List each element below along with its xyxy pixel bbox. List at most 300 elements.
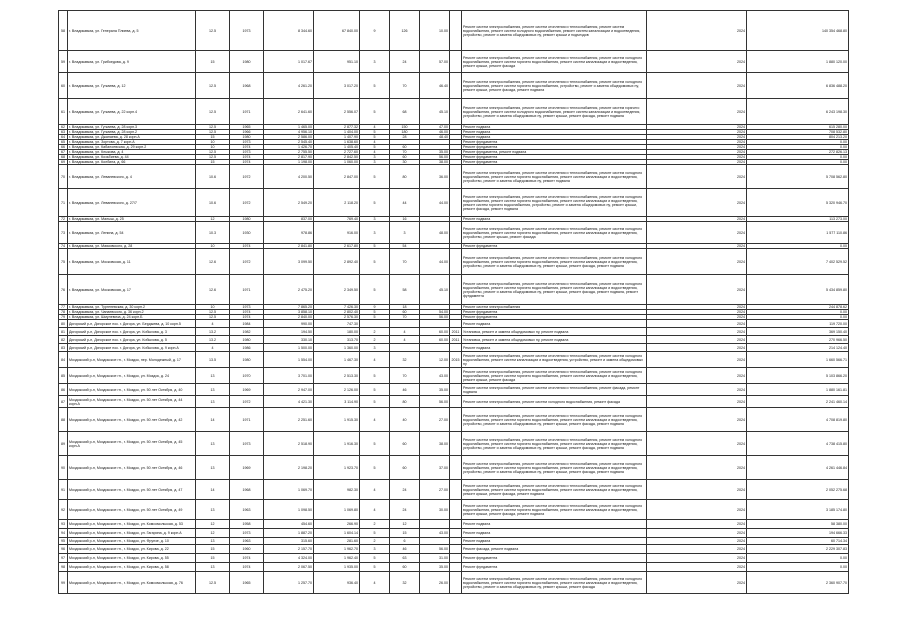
floors-count-cell bbox=[360, 320, 390, 328]
living-area-cell: 916.00 bbox=[314, 222, 360, 244]
living-area-cell: 180.00 bbox=[314, 328, 360, 336]
last-repair-cell bbox=[450, 408, 462, 432]
cost-cell: 119 720.00 bbox=[747, 320, 849, 328]
table-row bbox=[59, 529, 849, 538]
living-area-cell: 2 847.00 bbox=[314, 165, 360, 189]
build-year-cell: 1974 bbox=[230, 244, 264, 249]
plan-year-cell: 2024 bbox=[647, 336, 747, 344]
work-list-cell: Ремонт фундамента bbox=[462, 554, 647, 563]
plan-year-cell: 2024 bbox=[647, 11, 747, 51]
table-row bbox=[59, 99, 849, 125]
table-row bbox=[59, 456, 849, 480]
row-number: 81 bbox=[59, 328, 68, 336]
wear-cell: 38.00 bbox=[420, 432, 450, 456]
last-repair-cell bbox=[450, 51, 462, 73]
address-cell: Моздокский р-н, Моздокское гп., г. Моздок, ул. 50 лет Октября, д. 47 bbox=[68, 480, 196, 500]
cost-cell: 6 836 488.20 bbox=[747, 73, 849, 99]
wear-cell: 60.00 bbox=[420, 328, 450, 336]
floor-cell: 12 bbox=[196, 529, 230, 538]
residents-cell: 80 bbox=[390, 165, 420, 189]
address-cell: Дигорский р-н, Дигорское пос. г. Дигора, ул. Кобыхова, д. 3 bbox=[68, 328, 196, 336]
floor-cell: 10 bbox=[196, 305, 230, 310]
wear-cell: 46.00 bbox=[420, 130, 450, 135]
wear-cell bbox=[420, 320, 450, 328]
living-area-cell: 747.30 bbox=[314, 320, 360, 328]
total-area-cell: 990.00 bbox=[264, 320, 314, 328]
table-row bbox=[59, 352, 849, 368]
row-number: 58 bbox=[59, 11, 68, 51]
build-year-cell: 1960 bbox=[230, 545, 264, 554]
work-list-cell: Ремонт систем электроснабжения, ремонт систем отопления и теплоснабжения, ремонт систем холодного водоснабжения, ремонт систем горячего водоснабжения, ремонт систем канализации и водоотведения, ремонт крыши, ремонт фасада, ремонт подвала bbox=[462, 500, 647, 520]
build-year-cell: 1972 bbox=[230, 249, 264, 275]
table-row bbox=[59, 165, 849, 189]
total-area-cell: 2 157.70 bbox=[264, 545, 314, 554]
last-repair-cell bbox=[450, 554, 462, 563]
last-repair-cell bbox=[450, 344, 462, 352]
build-year-cell: 1974 bbox=[230, 145, 264, 150]
table-row bbox=[59, 73, 849, 99]
work-list-cell: Ремонт подвала bbox=[462, 520, 647, 529]
work-list-cell: Ремонт систем электроснабжения, ремонт систем отопления и теплоснабжения, ремонт систем горячего водоснабжения, ремонт систем холодного водоснабжения, ремонт систем канализации и водоотведения, устройство, ремонт и замена общедомовых пу, ремонт крыши, ремонт фасада, ремонт подвала bbox=[462, 99, 647, 125]
total-area-cell: 1 017.67 bbox=[264, 51, 314, 73]
address-cell: г. Владикавказ, ул. Генерала Плиева, д. 5 bbox=[68, 11, 196, 51]
total-area-cell: 1 554.00 bbox=[264, 352, 314, 368]
address-cell: г. Владикавказ, ул. Колбина, д. 66 bbox=[68, 160, 196, 165]
work-list-cell: Ремонт систем электроснабжения, ремонт систем отопления и теплоснабжения, ремонт систем холодного водоснабжения, ремонт систем горячего водоснабжения, ремонт систем канализации и водоотведения, устройство, ремонт и замена общедомовых пу, ремонт крыши, ремонт фасада bbox=[462, 572, 647, 594]
address-cell: Дигорский р-н, Дигорское пос. г. Дигора, ул. Кобыхова, д. 5 bbox=[68, 336, 196, 344]
plan-year-cell: 2024 bbox=[647, 155, 747, 160]
last-repair-cell bbox=[450, 396, 462, 408]
cost-cell: 369 150.40 bbox=[747, 328, 849, 336]
table-row bbox=[59, 520, 849, 529]
address-cell: г. Владикавказ, ул. Гугкаева, д. 28 корп.2 bbox=[68, 130, 196, 135]
wear-cell: 37.00 bbox=[420, 456, 450, 480]
wear-cell: 44.00 bbox=[420, 189, 450, 217]
cost-cell: 0.00 bbox=[747, 244, 849, 249]
work-list-cell: Ремонт систем электроснабжения, ремонт систем отопления и теплоснабжения, ремонт фасада, ремонт подвала bbox=[462, 384, 647, 396]
cost-cell: 804 213.20 bbox=[747, 135, 849, 140]
residents-cell: 24 bbox=[390, 500, 420, 520]
cost-cell: 5 320 946.70 bbox=[747, 189, 849, 217]
floor-cell: 15 bbox=[196, 135, 230, 140]
plan-year-cell: 2024 bbox=[647, 520, 747, 529]
plan-year-cell: 2024 bbox=[647, 554, 747, 563]
wear-cell: 60.00 bbox=[420, 336, 450, 344]
total-area-cell: 2 518.90 bbox=[264, 432, 314, 456]
plan-year-cell: 2024 bbox=[647, 408, 747, 432]
work-list-cell: Ремонт подвала bbox=[462, 135, 647, 140]
address-cell: г. Владикавказ, ул. Малыш, д. 25 bbox=[68, 217, 196, 222]
build-year-cell: 1972 bbox=[230, 396, 264, 408]
build-year-cell: 1971 bbox=[230, 408, 264, 432]
work-list-cell: Ремонт подвала bbox=[462, 344, 647, 352]
floors-count-cell: 3 bbox=[360, 344, 390, 352]
work-list-cell: Ремонт фундамента bbox=[462, 310, 647, 315]
residents-cell: 28 bbox=[390, 135, 420, 140]
work-list-cell: Ремонт систем электроснабжения, ремонт систем отопления и теплоснабжения, ремонт систем холодного водоснабжения, ремонт систем горячего водоснабжения, ремонт систем канализации и водоотведения, устройство, ремонт и замена общедомовых пу, ремонт крыши, ремонт фасада, ремонт подвала bbox=[462, 456, 647, 480]
total-area-cell: 454.60 bbox=[264, 520, 314, 529]
cost-cell: 615 280.00 bbox=[747, 125, 849, 130]
floors-count-cell: 5 bbox=[360, 396, 390, 408]
work-list-cell: Ремонт подвала bbox=[462, 130, 647, 135]
plan-year-cell: 2024 bbox=[647, 310, 747, 315]
work-list-cell: Ремонт систем электроснабжения, ремонт систем отопления и теплоснабжения, ремонт систем холодного водоснабжения, ремонт систем горячего водоснабжения, ремонт систем канализации и водоотведения, ремонт крыши, ремонт фасада, ремонт подвала bbox=[462, 480, 647, 500]
floors-count-cell: 5 bbox=[360, 275, 390, 305]
row-number: 89 bbox=[59, 432, 68, 456]
address-cell: Моздокский р-н, Моздокское гп., г. Моздок, ул. Кирова, д. 55 bbox=[68, 554, 196, 563]
work-list-cell: Ремонт подвала bbox=[462, 529, 647, 538]
plan-year-cell: 2024 bbox=[647, 73, 747, 99]
wear-cell bbox=[420, 538, 450, 545]
address-cell: Моздокский р-н, Моздокское гп., г. Моздок, ул. Моздок, д. 24 bbox=[68, 368, 196, 384]
floors-count-cell: 3 bbox=[360, 160, 390, 165]
floors-count-cell: 5 bbox=[360, 554, 390, 563]
document-page bbox=[58, 10, 848, 592]
plan-year-cell: 2024 bbox=[647, 130, 747, 135]
build-year-cell: 1969 bbox=[230, 384, 264, 396]
total-area-cell: 1 500.00 bbox=[264, 344, 314, 352]
residents-cell: 60 bbox=[390, 145, 420, 150]
floors-count-cell: 4 bbox=[360, 572, 390, 594]
plan-year-cell: 2024 bbox=[647, 500, 747, 520]
residents-cell: 60 bbox=[390, 563, 420, 572]
wear-cell: 45.10 bbox=[420, 99, 450, 125]
residents-cell: 6 bbox=[390, 538, 420, 545]
build-year-cell: 1980 bbox=[230, 336, 264, 344]
work-list-cell: Ремонт фундамента, ремонт подвала bbox=[462, 150, 647, 155]
floor-cell: 10 bbox=[196, 140, 230, 145]
table-row bbox=[59, 328, 849, 336]
last-repair-cell bbox=[450, 545, 462, 554]
last-repair-cell bbox=[450, 520, 462, 529]
living-area-cell: 1 069.80 bbox=[314, 500, 360, 520]
table-row bbox=[59, 336, 849, 344]
work-list-cell: Ремонт систем электроснабжения, ремонт систем отопления и теплоснабжения, ремонт систем холодного водоснабжения, ремонт систем горячего водоснабжения, ремонт систем канализации и водоотведения, устройство, ремонт и замена общедомовых пу, ремонт крыши, ремонт фасада, ремонт подвала, ремонт фундамента bbox=[462, 275, 647, 305]
floor-cell: 12.5 bbox=[196, 125, 230, 130]
address-cell: г. Владикавказ, ул. Ленина, д. 54 bbox=[68, 222, 196, 244]
address-cell: Дигорский р-н, Дигорское пос. г. Дигора, ул. Кобыхова, д. 9 корп.А bbox=[68, 344, 196, 352]
last-repair-cell bbox=[450, 73, 462, 99]
table-row bbox=[59, 408, 849, 432]
wear-cell: 12.00 bbox=[420, 352, 450, 368]
cost-cell: 58 380.00 bbox=[747, 520, 849, 529]
work-list-cell: Ремонт подвала bbox=[462, 217, 647, 222]
last-repair-cell bbox=[450, 432, 462, 456]
residents-cell: 16 bbox=[390, 217, 420, 222]
row-number: 64 bbox=[59, 135, 68, 140]
build-year-cell: 1968 bbox=[230, 480, 264, 500]
address-cell: г. Владикавказ, ул. Шмулевича, д. 24 корп.Б bbox=[68, 315, 196, 320]
build-year-cell: 1980 bbox=[230, 217, 264, 222]
row-number: 73 bbox=[59, 222, 68, 244]
floor-cell: 13 bbox=[196, 396, 230, 408]
residents-cell: 4 bbox=[390, 328, 420, 336]
total-area-cell: 1 198.00 bbox=[264, 160, 314, 165]
floors-count-cell: 5 bbox=[360, 315, 390, 320]
address-cell: г. Владикавказ, ул. Клыкова, д. 4 bbox=[68, 150, 196, 155]
build-year-cell: 1973 bbox=[230, 305, 264, 310]
floors-count-cell: 5 bbox=[360, 165, 390, 189]
wear-cell: 35.00 bbox=[420, 150, 450, 155]
living-area-cell: 1 915.30 bbox=[314, 408, 360, 432]
address-cell: г. Владикавказ, ул. Джанаева, д. 28 корп.А bbox=[68, 135, 196, 140]
plan-year-cell: 2024 bbox=[647, 99, 747, 125]
cost-cell: 0.00 bbox=[747, 315, 849, 320]
floors-count-cell: 5 bbox=[360, 99, 390, 125]
residents-cell: 60 bbox=[390, 310, 420, 315]
build-year-cell: 1973 bbox=[230, 150, 264, 155]
floors-count-cell: 5 bbox=[360, 73, 390, 99]
address-cell: Моздокский р-н, Моздокское гп., г. Моздок, ул. 50 лет Октября, д. 40 bbox=[68, 384, 196, 396]
wear-cell: 45.10 bbox=[420, 275, 450, 305]
address-cell: г. Владикавказ, ул. Кабалоевская, д. 29 корп.2 bbox=[68, 145, 196, 150]
living-area-cell: 2 576.30 bbox=[314, 315, 360, 320]
cost-cell: 1 880 161.81 bbox=[747, 384, 849, 396]
cost-cell: 0.00 bbox=[747, 310, 849, 315]
plan-year-cell: 2024 bbox=[647, 545, 747, 554]
floors-count-cell: 9 bbox=[360, 11, 390, 51]
floors-count-cell: 5 bbox=[360, 135, 390, 140]
plan-year-cell: 2024 bbox=[647, 165, 747, 189]
plan-year-cell: 2024 bbox=[647, 352, 747, 368]
residents-cell: 4 bbox=[390, 336, 420, 344]
total-area-cell: 2 755.50 bbox=[264, 150, 314, 155]
address-cell: г. Владикавказ, ул. Грибоедова, д. 9 bbox=[68, 51, 196, 73]
residents-cell: 24 bbox=[390, 480, 420, 500]
work-list-cell: Ремонт систем электроснабжения, ремонт систем отопления и теплоснабжения, ремонт систем водоснабжения, ремонт систем холодного водоснабжения, ремонт систем канализации и водоотведения, устройство, ремонт и замена общедомовых пу, ремонт крыши и подъездов bbox=[462, 11, 647, 51]
table-row bbox=[59, 432, 849, 456]
table-row bbox=[59, 320, 849, 328]
build-year-cell: 1984 bbox=[230, 320, 264, 328]
residents-cell: 30 bbox=[390, 160, 420, 165]
row-number: 60 bbox=[59, 73, 68, 99]
wear-cell: 26.00 bbox=[420, 572, 450, 594]
floors-count-cell: 5 bbox=[360, 130, 390, 135]
living-area-cell: 2 126.00 bbox=[314, 384, 360, 396]
living-area-cell: 2 118.20 bbox=[314, 189, 360, 217]
build-year-cell: 1974 bbox=[230, 315, 264, 320]
row-number: 76 bbox=[59, 275, 68, 305]
floor-cell: 10.6 bbox=[196, 189, 230, 217]
wear-cell: 56.00 bbox=[420, 155, 450, 160]
total-area-cell: 1 426.70 bbox=[264, 145, 314, 150]
address-cell: г. Владикавказ, ул. Гугкаева, д. 28 корп.3 bbox=[68, 125, 196, 130]
row-number: 61 bbox=[59, 99, 68, 125]
living-area-cell: 2 617.80 bbox=[314, 244, 360, 249]
table-body bbox=[59, 11, 849, 594]
row-number: 80 bbox=[59, 320, 68, 328]
living-area-cell: 313.70 bbox=[314, 336, 360, 344]
residents-cell: 60 bbox=[390, 456, 420, 480]
total-area-cell: 2 475.20 bbox=[264, 275, 314, 305]
address-cell: г. Владикавказ, ул. Маяковского, д. 28 bbox=[68, 244, 196, 249]
floor-cell: 10 bbox=[196, 145, 230, 150]
floor-cell: 12.5 bbox=[196, 11, 230, 51]
row-number: 82 bbox=[59, 336, 68, 344]
address-cell: г. Владикавказ, ул. Гугкаева, д. 22 корп.4 bbox=[68, 99, 196, 125]
row-number: 91 bbox=[59, 480, 68, 500]
table-row bbox=[59, 538, 849, 545]
living-area-cell: 1 060.00 bbox=[314, 160, 360, 165]
floor-cell: 12.5 bbox=[196, 150, 230, 155]
last-repair-cell bbox=[450, 529, 462, 538]
total-area-cell: 1 465.00 bbox=[264, 125, 314, 130]
total-area-cell: 330.10 bbox=[264, 336, 314, 344]
floor-cell: 15 bbox=[196, 545, 230, 554]
work-list-cell: Ремонт систем электроснабжения, ремонт систем отопления и теплоснабжения, ремонт систем холодного водоснабжения, ремонт систем горячего водоснабжения, ремонт систем канализации и водоотведения, устройство, ремонт и замена общедомовых пу, ремонт крыши, ремонт фасада, ремонт подвала bbox=[462, 249, 647, 275]
address-cell: Моздокский р-н, Моздокское гп., г. Моздок, ул. Гагарина, д. 9 корп.А bbox=[68, 529, 196, 538]
floors-count-cell: 5 bbox=[360, 529, 390, 538]
last-repair-cell bbox=[450, 99, 462, 125]
work-list-cell: Ремонт систем электроснабжения, ремонт систем отопления и теплоснабжения, ремонт систем холодного водоснабжения, ремонт систем горячего водоснабжения, ремонт систем канализации и водоотведения, устройство, ремонт и замена общедомовых пу, ремонт крыши, ремонт фасада, ремонт подвала bbox=[462, 432, 647, 456]
cost-cell: 113 273.00 bbox=[747, 217, 849, 222]
residents-cell: 70 bbox=[390, 315, 420, 320]
floor-cell: 13 bbox=[196, 563, 230, 572]
address-cell: Моздокский р-н, Моздокское гп., г. Моздок, ул. Кирова, д. 58 bbox=[68, 563, 196, 572]
build-year-cell: 1969 bbox=[230, 456, 264, 480]
wear-cell: 54.00 bbox=[420, 310, 450, 315]
address-cell: Моздокский р-н, Моздокское гп., г. Моздок, ул. 50 лет Октября, д. 45 корп.А bbox=[68, 432, 196, 456]
total-area-cell: 2 641.60 bbox=[264, 99, 314, 125]
wear-cell: 38.00 bbox=[420, 160, 450, 165]
total-area-cell: 2 840.00 bbox=[264, 315, 314, 320]
living-area-cell: 1 360.00 bbox=[314, 344, 360, 352]
work-list-cell: Ремонт систем электроснабжения, ремонт систем отопления и теплоснабжения, ремонт систем холодного водоснабжения, ремонт систем горячего водоснабжения, ремонт систем канализации и водоотведения, ремонт крыши, ремонт фасада bbox=[462, 51, 647, 73]
row-number: 68 bbox=[59, 155, 68, 160]
residents-cell: 24 bbox=[390, 51, 420, 73]
floors-count-cell: 5 bbox=[360, 456, 390, 480]
work-list-cell: Ремонт подвала bbox=[462, 125, 647, 130]
floor-cell: 13.5 bbox=[196, 352, 230, 368]
address-cell: г. Владикавказ, ул. Московская, д. 11 bbox=[68, 249, 196, 275]
last-repair-cell bbox=[450, 368, 462, 384]
cost-cell: 708 532.80 bbox=[747, 130, 849, 135]
wear-cell: 57.00 bbox=[420, 51, 450, 73]
work-list-cell: Установка, ремонт и замена общедомовых пу, ремонт подвала bbox=[462, 328, 647, 336]
work-list-cell: Ремонт фундамента bbox=[462, 155, 647, 160]
residents-cell: 150 bbox=[390, 125, 420, 130]
floors-count-cell: 2 bbox=[360, 336, 390, 344]
last-repair-cell: 2011 bbox=[450, 336, 462, 344]
row-number: 59 bbox=[59, 51, 68, 73]
plan-year-cell: 2024 bbox=[647, 396, 747, 408]
plan-year-cell: 2024 bbox=[647, 160, 747, 165]
plan-year-cell: 2024 bbox=[647, 315, 747, 320]
total-area-cell: 2 067.50 bbox=[264, 563, 314, 572]
cost-cell: 214 124.40 bbox=[747, 344, 849, 352]
floor-cell: 12.5 bbox=[196, 315, 230, 320]
cost-cell: 1 577 110.86 bbox=[747, 222, 849, 244]
floors-count-cell: 5 bbox=[360, 310, 390, 315]
work-list-cell: Ремонт подвала bbox=[462, 320, 647, 328]
work-list-cell: Ремонт систем электроснабжения, ремонт систем отопления и теплоснабжения, ремонт систем холодного водоснабжения, ремонт систем горячего водоснабжения, ремонт систем канализации и водоотведения, устройство, ремонт крыши, ремонт фасада bbox=[462, 222, 647, 244]
table-row bbox=[59, 572, 849, 594]
total-area-cell: 4 200.50 bbox=[264, 165, 314, 189]
plan-year-cell: 2024 bbox=[647, 344, 747, 352]
plan-year-cell: 2024 bbox=[647, 275, 747, 305]
work-list-cell: Ремонт фасада, ремонт подвала bbox=[462, 545, 647, 554]
cost-cell: 2 241 460.14 bbox=[747, 396, 849, 408]
build-year-cell: 1980 bbox=[230, 135, 264, 140]
plan-year-cell: 2024 bbox=[647, 150, 747, 155]
address-cell: Моздокский р-н, Моздокское гп., г. Моздок, ул. Комсомольская, д. 76 bbox=[68, 572, 196, 594]
cost-cell: 272 826.13 bbox=[747, 150, 849, 155]
last-repair-cell bbox=[450, 500, 462, 520]
residents-cell: 3 bbox=[390, 222, 420, 244]
living-area-cell: 936.40 bbox=[314, 572, 360, 594]
living-area-cell: 2 556.07 bbox=[314, 99, 360, 125]
floor-cell: 13 bbox=[196, 384, 230, 396]
total-area-cell: 2 251.60 bbox=[264, 408, 314, 432]
build-year-cell: 1966 bbox=[230, 130, 264, 135]
total-area-cell: 837.00 bbox=[264, 217, 314, 222]
floor-cell: 12.6 bbox=[196, 249, 230, 275]
residents-cell: 80 bbox=[390, 396, 420, 408]
row-number: 98 bbox=[59, 563, 68, 572]
plan-year-cell: 2024 bbox=[647, 145, 747, 150]
build-year-cell: 1974 bbox=[230, 563, 264, 572]
last-repair-cell bbox=[450, 222, 462, 244]
row-number: 62 bbox=[59, 125, 68, 130]
row-number: 87 bbox=[59, 396, 68, 408]
floor-cell: 14 bbox=[196, 408, 230, 432]
floor-cell: 4 bbox=[196, 344, 230, 352]
total-area-cell: 2 549.20 bbox=[264, 189, 314, 217]
row-number: 70 bbox=[59, 165, 68, 189]
floors-count-cell: 4 bbox=[360, 480, 390, 500]
cost-cell: 244 878.62 bbox=[747, 305, 849, 310]
build-year-cell: 1973 bbox=[230, 140, 264, 145]
address-cell: г. Владикавказ, ул. Чапаевского, д. 36 корп.2 bbox=[68, 310, 196, 315]
floors-count-cell: 3 bbox=[360, 217, 390, 222]
residents-cell: 18 bbox=[390, 305, 420, 310]
work-list-cell: Ремонт систем электроснабжения, ремонт систем отопления и теплоснабжения, ремонт систем холодного водоснабжения, ремонт систем канализации и водоотведения, устройство, ремонт и замена общедомовых пу bbox=[462, 352, 647, 368]
wear-cell: 47.00 bbox=[420, 125, 450, 130]
work-list-cell: Ремонт фундамента bbox=[462, 140, 647, 145]
row-number: 84 bbox=[59, 352, 68, 368]
work-list-cell: Ремонт подвала bbox=[462, 538, 647, 545]
wear-cell: 43.00 bbox=[420, 529, 450, 538]
address-cell: Моздокский р-н, Моздокское гп., г. Моздок, ул. Комсомольская, д. 53 bbox=[68, 520, 196, 529]
living-area-cell: 2 877.32 bbox=[314, 125, 360, 130]
build-year-cell: 1963 bbox=[230, 538, 264, 545]
living-area-cell: 1 923.70 bbox=[314, 456, 360, 480]
floors-count-cell: 4 bbox=[360, 408, 390, 432]
living-area-cell: 1 604.14 bbox=[314, 529, 360, 538]
floor-cell: 12.5 bbox=[196, 130, 230, 135]
floors-count-cell: 9 bbox=[360, 305, 390, 310]
floors-count-cell: 5 bbox=[360, 432, 390, 456]
address-cell: г. Владикавказ, ул. Леваневского, д. 4 bbox=[68, 165, 196, 189]
residents-cell: 15 bbox=[390, 529, 420, 538]
floors-count-cell: 4 bbox=[360, 500, 390, 520]
residents-cell: 44 bbox=[390, 189, 420, 217]
last-repair-cell bbox=[450, 572, 462, 594]
cost-cell: 1 880 120.00 bbox=[747, 51, 849, 73]
total-area-cell: 3 858.10 bbox=[264, 310, 314, 315]
floor-cell: 12.5 bbox=[196, 99, 230, 125]
plan-year-cell: 2024 bbox=[647, 572, 747, 594]
living-area-cell: 1 916.30 bbox=[314, 432, 360, 456]
total-area-cell: 2 198.20 bbox=[264, 456, 314, 480]
row-number: 74 bbox=[59, 244, 68, 249]
row-number: 92 bbox=[59, 500, 68, 520]
living-area-cell: 281.60 bbox=[314, 538, 360, 545]
build-year-cell: 1972 bbox=[230, 165, 264, 189]
residents-cell bbox=[390, 344, 420, 352]
address-cell: Моздокский р-н, Моздокское гп., г. Моздок, ул. 50 лет Октября, д. 46 bbox=[68, 456, 196, 480]
address-cell: г. Владикавказ, ул. Леваневского, д. 27/7 bbox=[68, 189, 196, 217]
